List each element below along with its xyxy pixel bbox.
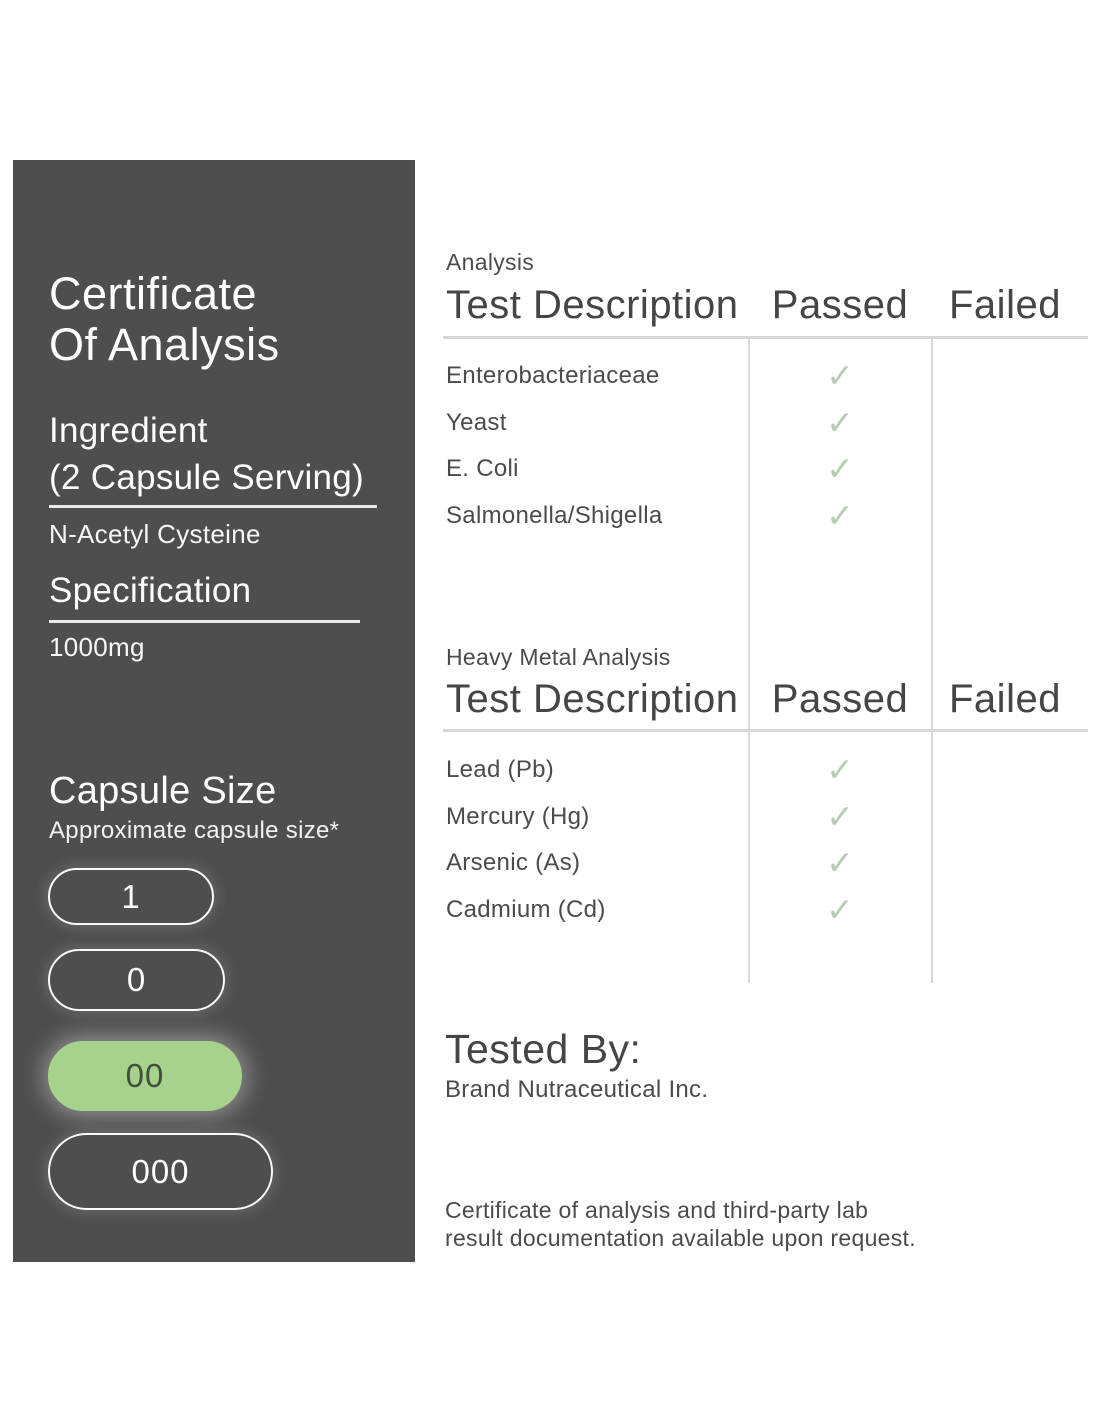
tested-by-heading: Tested By: <box>445 1026 642 1072</box>
test-name: Enterobacteriaceae <box>446 361 660 389</box>
specification-value: 1000mg <box>49 632 145 662</box>
analysis-col-failed: Failed <box>949 283 1061 327</box>
table-row <box>446 746 1088 793</box>
table-row <box>446 445 1088 492</box>
table-row <box>446 492 1088 539</box>
heavy-metal-table-header <box>446 677 1088 722</box>
ingredient-heading <box>49 407 364 501</box>
heavy-metal-col-passed: Passed <box>771 677 909 721</box>
passed-cell <box>748 356 932 395</box>
capsule-size-option-1[interactable] <box>48 868 214 925</box>
table-row <box>446 886 1088 933</box>
specification-heading: Specification <box>49 571 252 610</box>
page-title-line2: Of Analysis <box>49 319 280 370</box>
passed-cell <box>748 797 932 836</box>
test-name: Salmonella/Shigella <box>446 501 663 529</box>
table-row <box>446 352 1088 399</box>
check-icon: ✓ <box>826 890 854 929</box>
heavy-metal-header-rule <box>443 729 1088 732</box>
capsule-size-subheading: Approximate capsule size* <box>49 817 340 844</box>
passed-cell <box>748 496 932 535</box>
check-icon: ✓ <box>826 496 854 535</box>
page-title-line1: Certificate <box>49 268 258 319</box>
passed-cell <box>748 843 932 882</box>
passed-cell <box>748 403 932 442</box>
ingredient-heading-line2: (2 Capsule Serving) <box>49 458 365 497</box>
check-icon: ✓ <box>826 797 854 836</box>
table-row <box>446 399 1088 446</box>
check-icon: ✓ <box>826 750 854 789</box>
capsule-size-option-00-selected[interactable] <box>48 1041 242 1111</box>
ingredient-value: N-Acetyl Cysteine <box>49 519 261 549</box>
capsule-size-option-1-label: 1 <box>121 877 141 915</box>
passed-cell <box>748 449 932 488</box>
ingredient-heading-line1: Ingredient <box>49 411 208 450</box>
analysis-col-passed: Passed <box>771 283 909 327</box>
capsule-size-option-000-label: 000 <box>131 1152 190 1190</box>
test-name: Arsenic (As) <box>446 848 581 876</box>
capsule-size-option-0-label: 0 <box>126 961 147 998</box>
footer-note <box>445 1196 916 1252</box>
page-title <box>49 268 280 370</box>
footer-note-line1: Certificate of analysis and third-party lab <box>445 1197 869 1223</box>
table-row <box>446 793 1088 840</box>
tested-by-value: Brand Nutraceutical Inc. <box>445 1076 709 1103</box>
ingredient-underline <box>49 505 377 508</box>
passed-cell <box>748 890 932 929</box>
check-icon: ✓ <box>826 449 854 488</box>
left-info-panel <box>13 160 415 1262</box>
capsule-size-heading: Capsule Size <box>49 770 277 812</box>
heavy-metal-section-label: Heavy Metal Analysis <box>446 644 671 670</box>
footer-note-line2: result documentation available upon request. <box>445 1225 916 1251</box>
test-name: E. Coli <box>446 454 519 482</box>
capsule-size-option-000[interactable] <box>48 1133 273 1210</box>
heavy-metal-col-test-description: Test Description <box>446 677 739 721</box>
passed-cell <box>748 750 932 789</box>
analysis-header-rule <box>443 336 1088 339</box>
check-icon: ✓ <box>826 356 854 395</box>
test-name: Yeast <box>446 408 507 436</box>
capsule-size-option-00-label: 00 <box>125 1057 165 1094</box>
analysis-table-header <box>446 283 1088 328</box>
capsule-size-option-0[interactable] <box>48 949 225 1011</box>
check-icon: ✓ <box>826 403 854 442</box>
table-row <box>446 839 1088 886</box>
check-icon: ✓ <box>826 843 854 882</box>
analysis-section-label: Analysis <box>446 249 535 275</box>
test-name: Mercury (Hg) <box>446 802 590 830</box>
specification-underline <box>49 620 360 623</box>
heavy-metal-col-failed: Failed <box>949 677 1061 721</box>
analysis-col-test-description: Test Description <box>446 283 739 327</box>
test-name: Cadmium (Cd) <box>446 895 606 923</box>
test-name: Lead (Pb) <box>446 755 555 783</box>
